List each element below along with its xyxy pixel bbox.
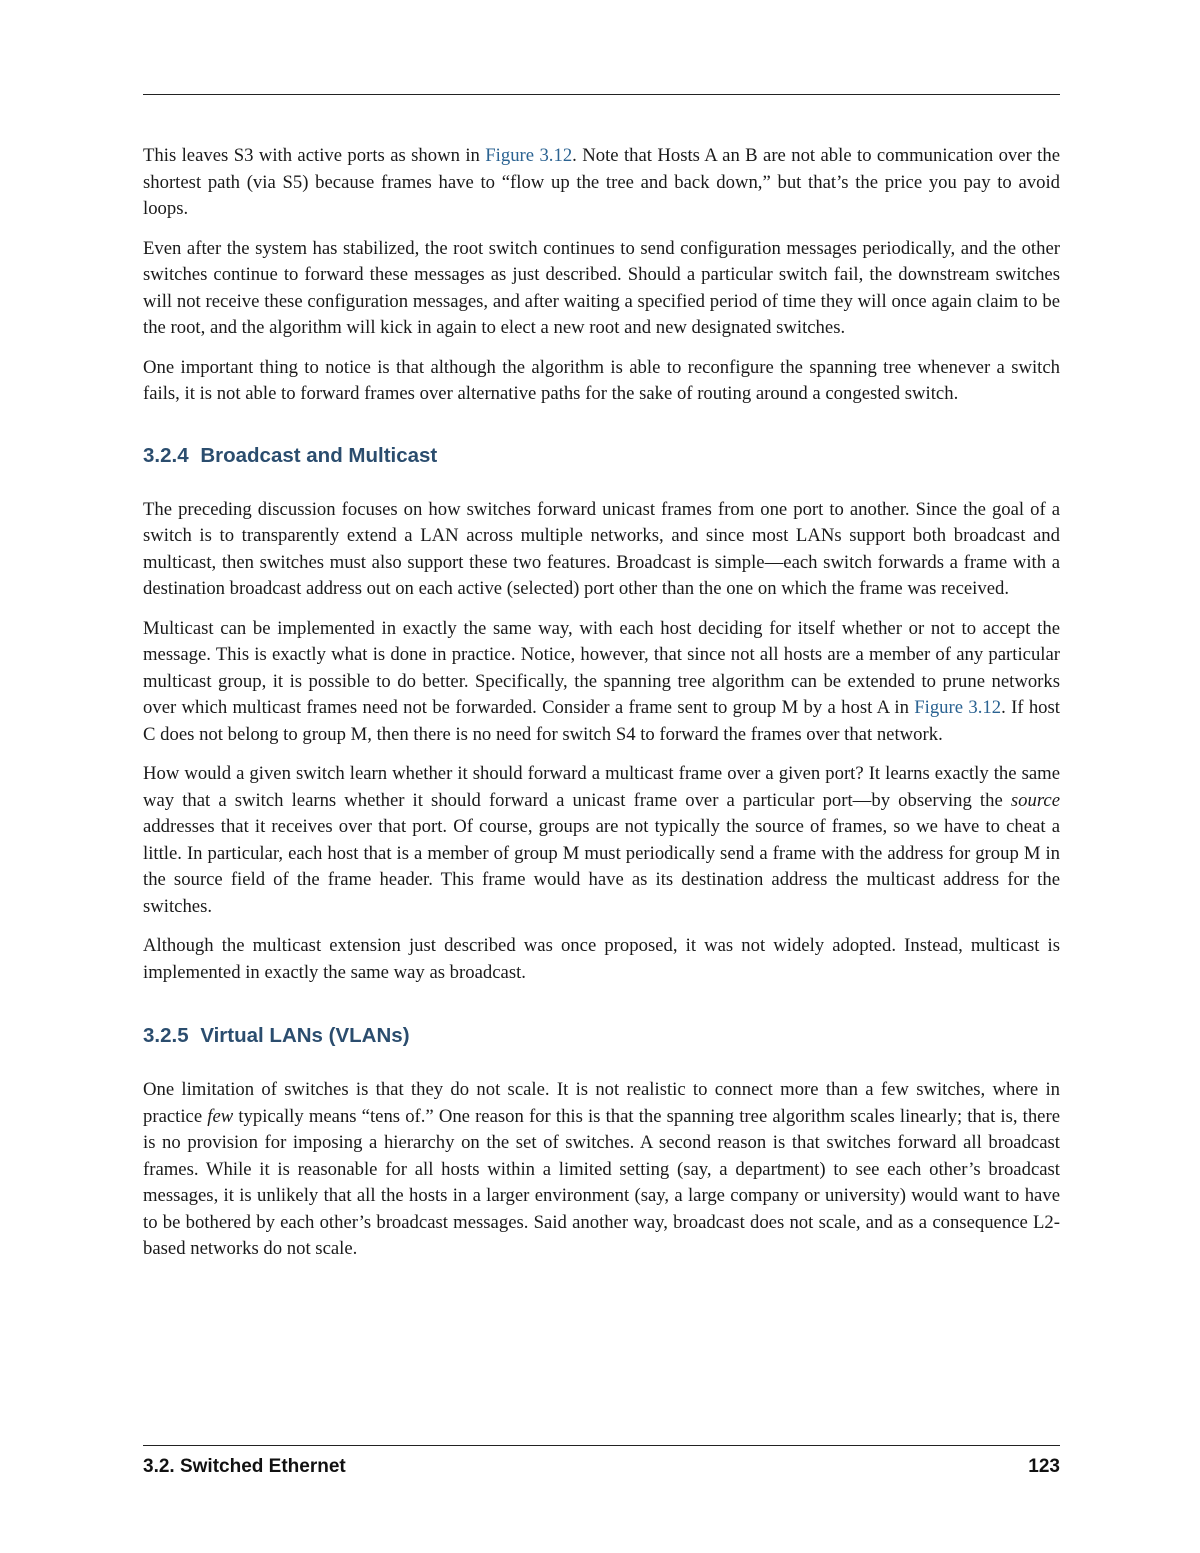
- figure-link[interactable]: Figure 3.12: [485, 145, 573, 166]
- paragraph: How would a given switch learn whether it should forward a multicast frame over a given port? It learns exactly the same way that a switch learns whether it should forward a unicast frame over a particular port—by observing the source addresses that it receives over that port. Of course, groups are not typically the source of frames, so we have to cheat a little. In particular, each host that is a member of group M must periodically send a frame with the address for group M in the source field of the frame header. This frame would have as its destination address the multicast address for the switches.: [143, 763, 1060, 917]
- paragraph: One important thing to notice is that although the algorithm is able to reconfigure the spanning tree whenever a switch fails, it is not able to forward frames over alternative paths for the sake of routing around a congested switch.: [143, 356, 1060, 404]
- section-title: Virtual LANs (VLANs): [200, 1024, 410, 1047]
- page-body: [143, 143, 1060, 1276]
- paragraph: One limitation of switches is that they do not scale. It is not realistic to connect more than a few switches, where in practice few typically means “tens of.” One reason for this is that the spanning tree algorithm scales linearly; that is, there is no provision for imposing a hierarchy on the set of switches. A second reason is that switches forward all broadcast frames. While it is reasonable for all hosts within a limited setting (say, a department) to see each other’s broadcast messages, it is unlikely that all the hosts in a larger environment (say, a large company or university) would want to have to be bothered by each other’s broadcast messages. Said another way, broadcast does not scale, and as a consequence L2-based networks do not scale.: [143, 1079, 1060, 1259]
- footer-section-title: 3.2. Switched Ethernet: [143, 1456, 346, 1477]
- emphasis: few: [207, 1105, 234, 1127]
- section-heading-vlans: [143, 1023, 1060, 1049]
- section-title: Broadcast and Multicast: [200, 443, 438, 467]
- emphasis: source: [1010, 789, 1060, 811]
- paragraph: Even after the system has stabilized, the root switch continues to send configuration messages periodically, and the other switches continue to forward these messages as just described. Should a particular switch fail, the downstream switches will not receive these configuration messages, and after waiting a specified period of time they will once again claim to be the root, and the algorithm will kick in again to elect a new root and new designated switches.: [143, 237, 1060, 338]
- section-heading-broadcast-multicast: [143, 443, 1060, 469]
- section-number: 3.2.4: [143, 443, 189, 467]
- paragraph: Although the multicast extension just described was once proposed, it was not widely adopted. Instead, multicast is implemented in exactly the same way as broadcast.: [143, 935, 1060, 983]
- page-footer: [143, 1454, 1060, 1480]
- footer-rule: [143, 1445, 1060, 1446]
- header-rule: [143, 94, 1060, 95]
- figure-link[interactable]: Figure 3.12: [914, 697, 1002, 718]
- paragraph: This leaves S3 with active ports as shown in Figure 3.12. Note that Hosts A an B are not able to communication over the shortest path (via S5) because frames have to “flow up the tree and back down,” but that’s the price you pay to avoid loops.: [143, 145, 1060, 219]
- paragraph: Multicast can be implemented in exactly the same way, with each host deciding for itself whether or not to accept the message. This is exactly what is done in practice. Notice, however, that since not all hosts are a member of any particular multicast group, it is possible to do better. Specifically, the spanning tree algorithm can be extended to prune networks over which multicast frames need not be forwarded. Consider a frame sent to group M by a host A in Figure 3.12. If host C does not belong to group M, then there is no need for switch S4 to forward the frames over that network.: [143, 617, 1060, 745]
- paragraph: The preceding discussion focuses on how switches forward unicast frames from one port to another. Since the goal of a switch is to transparently extend a LAN across multiple networks, and since most LANs support both broadcast and multicast, then switches must also support these two features. Broadcast is simple—each switch forwards a frame with a destination broadcast address out on each active (selected) port other than the one on which the frame was received.: [143, 498, 1060, 599]
- section-number: 3.2.5: [143, 1024, 189, 1047]
- page-number: 123: [1028, 1456, 1060, 1477]
